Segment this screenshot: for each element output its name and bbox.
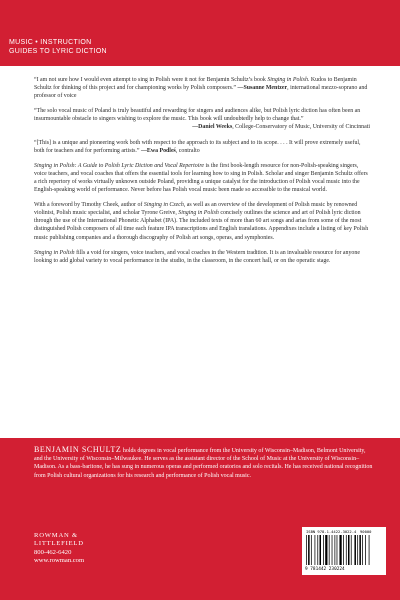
publisher-logo-line-2: LITTLEFIELD: [34, 540, 84, 548]
quote-affiliation: , College-Conservatory of Music, University of Cincinnati: [232, 124, 370, 131]
quote-attribution: —Ewa Podleś: [141, 147, 176, 154]
paragraph-text: fills a void for singers, voice teachers, and vocal coaches in the Western tradition. It is an invaluable resource for anyone looking to add global variety to vocal performance in the studio, in the classroom, in the concert hall, or on the operatic stage.: [34, 249, 360, 264]
barcode-bar: [311, 535, 312, 565]
book-title: Singing in Czech: [143, 202, 184, 209]
barcode-bar: [351, 535, 352, 565]
quote-text: “I am not sure how I would even attempt to sing in Polish were it not for Benjamin Schultz’s book: [34, 77, 268, 83]
book-title: Singing in Polish: A Guide to Polish Lyric Diction and Vocal Repertoire: [34, 162, 205, 169]
paragraph-text: concisely outlines the science and art of Polish lyric diction through the use of the International Phonetic Alphabet (IPA). The included texts of more than 60 art songs and arias from some of the most distinguished Polish composers of all time each feature IPA transcriptions and English translations. Appendixes include a listing of key Polish music publishing companies and a thorough discography of Polish art songs, operas, and symphonies.: [34, 210, 369, 241]
endorsement-quote: [34, 107, 370, 131]
barcode-bar: [317, 535, 318, 565]
paragraph-text: is the first book-length resource for non-Polish-speaking singers, voice teachers, and vocal coaches that offers the essential tools for learning how to sing in Polish. Scholar and singer Benjamin Schultz offers a rich repertory of works virtually unknown outside Poland, providing a unique catalyst for the introduction of Polish vocal music into the English-speaking world of performance. Never before has Polish vocal music been made so accessible to the musical world.: [34, 162, 368, 194]
barcode-block: [302, 527, 386, 575]
barcode-bar: [332, 535, 333, 565]
barcode-bar: [359, 535, 361, 565]
publisher-logo-line-1: ROWMAN &: [34, 532, 78, 539]
paragraph-text: With a foreword by Timothy Cheek, author of: [34, 202, 144, 209]
book-title: Singing in Polish: [178, 210, 219, 217]
publisher-block: [34, 532, 154, 566]
category-line-2: GUIDES TO LYRIC DICTION: [9, 48, 107, 55]
barcode-bar: [325, 535, 327, 565]
barcode-bar: [320, 535, 322, 565]
barcode-bar: [315, 535, 316, 565]
barcode-bar: [362, 535, 363, 565]
barcode-bar: [323, 535, 324, 565]
quote-attribution: —Susanne Mentzer: [237, 85, 288, 92]
barcode-bar: [308, 535, 310, 565]
quote-attribution-line: [34, 123, 370, 131]
quote-book-title: Singing in Polish: [267, 77, 308, 83]
barcode-bar: [365, 535, 366, 565]
quote-text: “The solo vocal music of Poland is truly beautiful and rewarding for singers and audiences alike, but Polish lyric diction has often been an insurmountable obstacle to singers wishing to explore the music. This book will undoubtedly help to change that.”: [34, 108, 361, 123]
author-bio: [34, 446, 374, 480]
back-cover-body: [34, 76, 370, 272]
barcode-bar: [343, 535, 344, 565]
category-line-1: MUSIC • INSTRUCTION: [9, 39, 92, 46]
quote-text: “[This] is a unique and pioneering work both with respect to the approach to its subject and to its scope. . . . It will prove extremely useful, both for teachers and for performing artists.”: [34, 139, 361, 154]
publisher-logo: [34, 532, 154, 549]
paragraph-text: , as well as an overview of the development of Polish music by renowned violinist, Polish music specialist, and scholar Tyrone Greive,: [34, 202, 358, 217]
barcode-digits: 9 781442 230224: [305, 567, 345, 572]
quote-attribution: —Daniel Weeks: [192, 124, 233, 131]
barcode-bar: [357, 535, 358, 565]
barcode-bar: [346, 535, 347, 565]
price-code: 90000: [360, 529, 372, 534]
barcode-bar: [348, 535, 350, 565]
barcode-bar: [337, 535, 338, 565]
description-paragraph: [34, 249, 370, 265]
barcode-bar: [369, 535, 370, 565]
description-paragraph: [34, 162, 370, 194]
description-paragraph: [34, 201, 370, 241]
publisher-website: www.rowman.com: [34, 557, 85, 565]
author-name: BENJAMIN SCHULTZ: [34, 445, 122, 454]
barcode-bars: [306, 535, 382, 565]
endorsement-quote: [34, 139, 370, 155]
barcode-bar: [339, 535, 341, 565]
author-bio-text: holds degrees in vocal performance from the University of Wisconsin–Madison, Belmont University, and the University of Wisconsin–Milwaukee. He serves as the assistant director of the School of Music at the University of Wisconsin–Madison. As a bass-baritone, he has sung in numerous operas and performed oratorios and solo recitals. He has received national recognition from Polish cultural organizations for his research and performance of Polish vocal music.: [34, 448, 373, 479]
barcode-bar: [354, 535, 356, 565]
barcode-bar: [329, 535, 330, 565]
book-title: Singing in Polish: [34, 249, 75, 256]
barcode-bar: [306, 535, 307, 565]
quote-affiliation: , international mezzo-soprano and professor of voice: [34, 85, 368, 100]
endorsement-quote: [34, 76, 370, 100]
barcode-bar: [335, 535, 336, 565]
publisher-phone: 800-462-6420: [34, 548, 72, 556]
isbn-number: ISBN 978-1-4422-3022-4: [306, 529, 357, 534]
quote-affiliation: , contralto: [175, 147, 200, 154]
category-label: [9, 38, 107, 56]
quote-text-cont: . Kudos to Benjamin Schultz for thinking of this project and for championing works by Polish composers.”: [34, 77, 357, 92]
top-red-band: [0, 0, 400, 66]
